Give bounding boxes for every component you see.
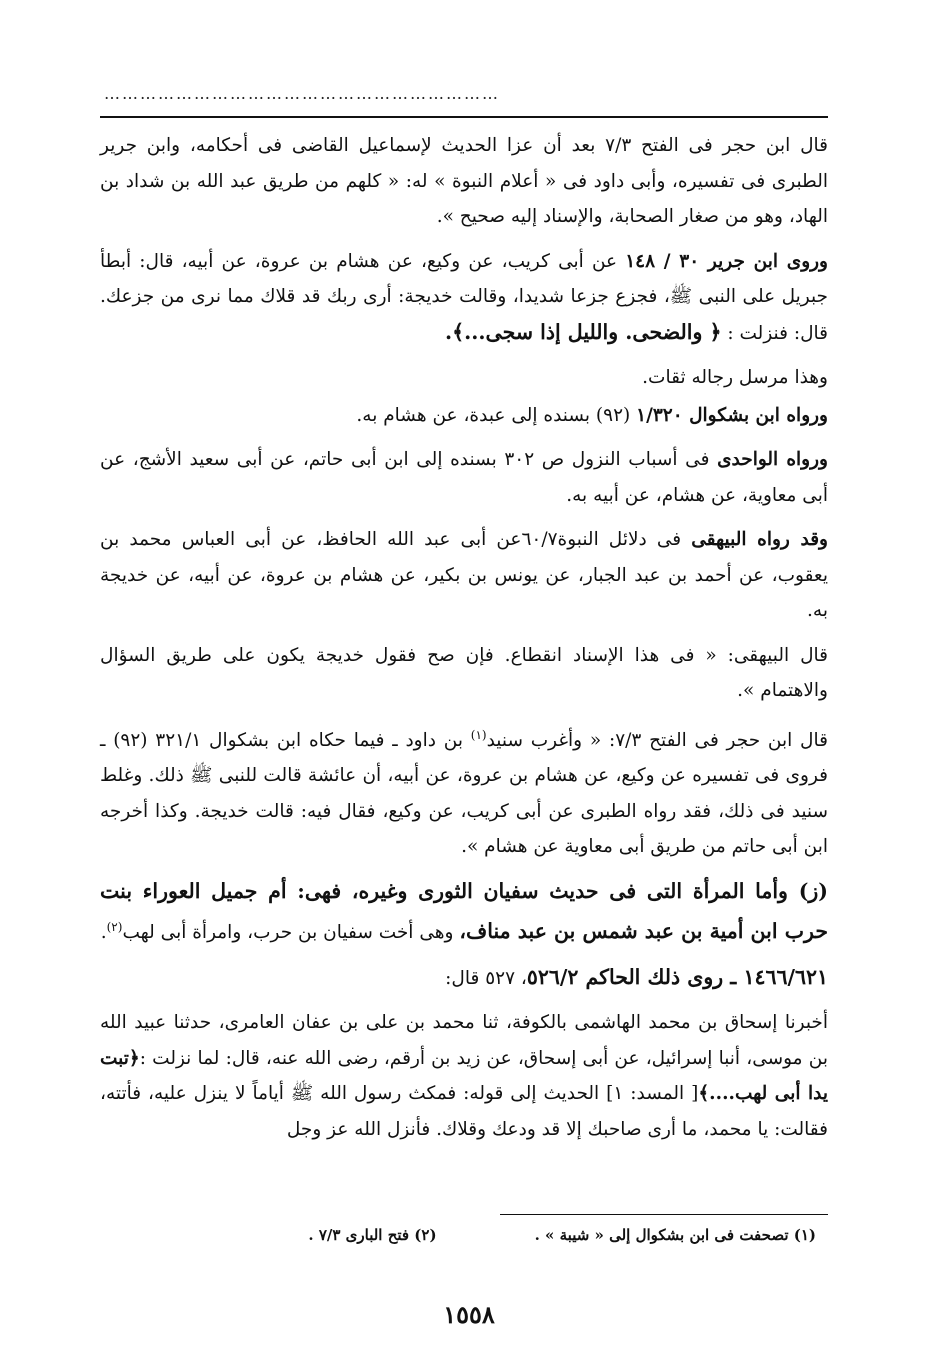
paragraph-text: فى أسباب النزول ص ٣٠٢ بسنده إلى ابن أبى حاتم، عن أبى سعيد الأشج، عن أبى معاوية، عن هشام، عن أبيه به. [100,449,828,506]
paragraph-mursal: وهذا مرسل رجاله ثقات. [642,367,828,388]
paragraph-ibn-bashkuwal [100,398,828,434]
paragraph-hadith-number [100,960,828,997]
main-text [100,128,828,1156]
paragraph-umm-jamil [100,874,828,951]
paragraph-wahidi [100,442,828,513]
bold-lead: ورواه ابن بشكوال ١/٣٢٠ [636,404,828,426]
paragraph-text: [ المسد: ١] الحديث إلى قوله: فمكث رسول الله ﷺ أياماً لا ينزل عليه، فأتته، فقالت: يا محمد، ما أرى صاحبك إلا قد ودعك وقلاك. فأنزل الله عز وجل [100,1083,828,1140]
paragraph-bayhaqi-quote: قال البيهقى: « فى هذا الإسناد انقطاع. فإن صح فقول خديجة يكون على طريق السؤال والاهتمام ». [100,644,828,701]
hadith-number: ١٤٦٦/٦٢١ ـ روى ذلك الحاكم ٥٢٦/٢ [526,964,828,989]
paragraph-isnad [100,1005,828,1147]
bold-lead: (ز) وأما المرأة التى فى حديث سفيان الثورى وغيره، فهى: أم جميل العوراء بنت حرب ابن أمية بن عبد شمس بن عبد مناف، [100,878,828,943]
footnotes [100,1226,828,1244]
bold-lead: ورواه الواحدى [717,449,828,470]
paragraph-text: فى دلائل النبوة٦٠/٧عن أبى عبد الله الحافظ، عن أبى العباس محمد بن يعقوب، عن أحمد بن عبد الجبار، عن يونس بن بكير، عن هشام بن عروة، عن أبيه، عن خديجة به. [100,529,828,621]
paragraph-bayhaqi [100,522,828,629]
paragraph-end: . [100,922,107,943]
paragraph-text: (٩٢) بسنده إلى عبدة، عن هشام به. [356,404,637,426]
paragraph-ibn-hajar-1: قال ابن حجر فى الفتح ٧/٣ بعد أن عزا الحديث لإسماعيل القاضى فى أحكامه، وابن جرير الطبرى فى تفسيره، وأبى داود فى « أعلام النبوة » له: « كلهم من طريق عبد الله بن شداد بن الهاد، وهو من صغار الصحابة، والإسناد إليه صحيح ». [100,135,828,227]
paragraph-text: أخبرنا إسحاق بن محمد الهاشمى بالكوفة، ثنا محمد بن على بن عفان العامرى، حدثنا عبيد الله بن موسى، أنبا إسرائيل، عن أبى إسحاق، عن زيد بن أرقم، رضى الله عنه، قال: لما نزلت : [100,1012,828,1069]
paragraph-text: بن داود ـ فيما حكاه ابن بشكوال ٣٢١/١ (٩٢) ـ فروى فى تفسيره عن وكيع، عن هشام بن عروة، عن أبيه، أن عائشة قالت للنبى ﷺ ذلك. وغلط سنيد فى ذلك، فقد رواه الطبرى عن أبى كريب، عن وكيع، فقال فيه: قالت خديجة. وكذا أخرجه ابن أبى حاتم من طريق أبى معاوية عن هشام ». [100,729,828,857]
quran-quote: ﴿ والضحى. والليل إذا سجى...﴾. [444,319,722,344]
paragraph-text: عن أبى كريب، عن وكيع، عن هشام بن عروة، عن أبيه، قال: أبطأ جبريل على النبى ﷺ، فجزع جزعا شديدا، وقالت خديجة: أرى ربك قد قلاك مما نرى من جزعك. قال: فنزلت : [100,250,828,344]
footnote-rule [500,1214,828,1215]
bold-lead: وروى ابن جرير ٣٠ / ١٤٨ [625,250,828,272]
header-rule [100,116,828,118]
bold-lead: وقد رواه البيهقى [691,529,828,550]
paragraph-text: قال ابن حجر فى الفتح ٧/٣: « وأغرب سنيد [486,729,828,751]
paragraph-text: ، ٥٢٧ قال: [445,967,527,989]
footnote-2: (٢) فتح البارى ٧/٣ . [308,1226,437,1244]
header-dotted-line: ………………………………………………………… [104,84,500,103]
footnote-ref-2: (٢) [106,920,123,934]
footnote-ref-1: (١) [470,727,487,742]
footnote-1: (١) تصحفت فى ابن بشكوال إلى « شيبة » . [534,1226,816,1244]
paragraph-ibn-hajar-2 [100,718,828,865]
paragraph-text: وهى أخت سفيان بن حرب، وامرأة أبى لهب [122,922,460,943]
quran-quote: ﴿تبت يدا أبى لهب....﴾ [100,1047,828,1104]
page-number: ١٥٥٨ [443,1300,495,1329]
paragraph-ibn-jarir [100,244,828,352]
